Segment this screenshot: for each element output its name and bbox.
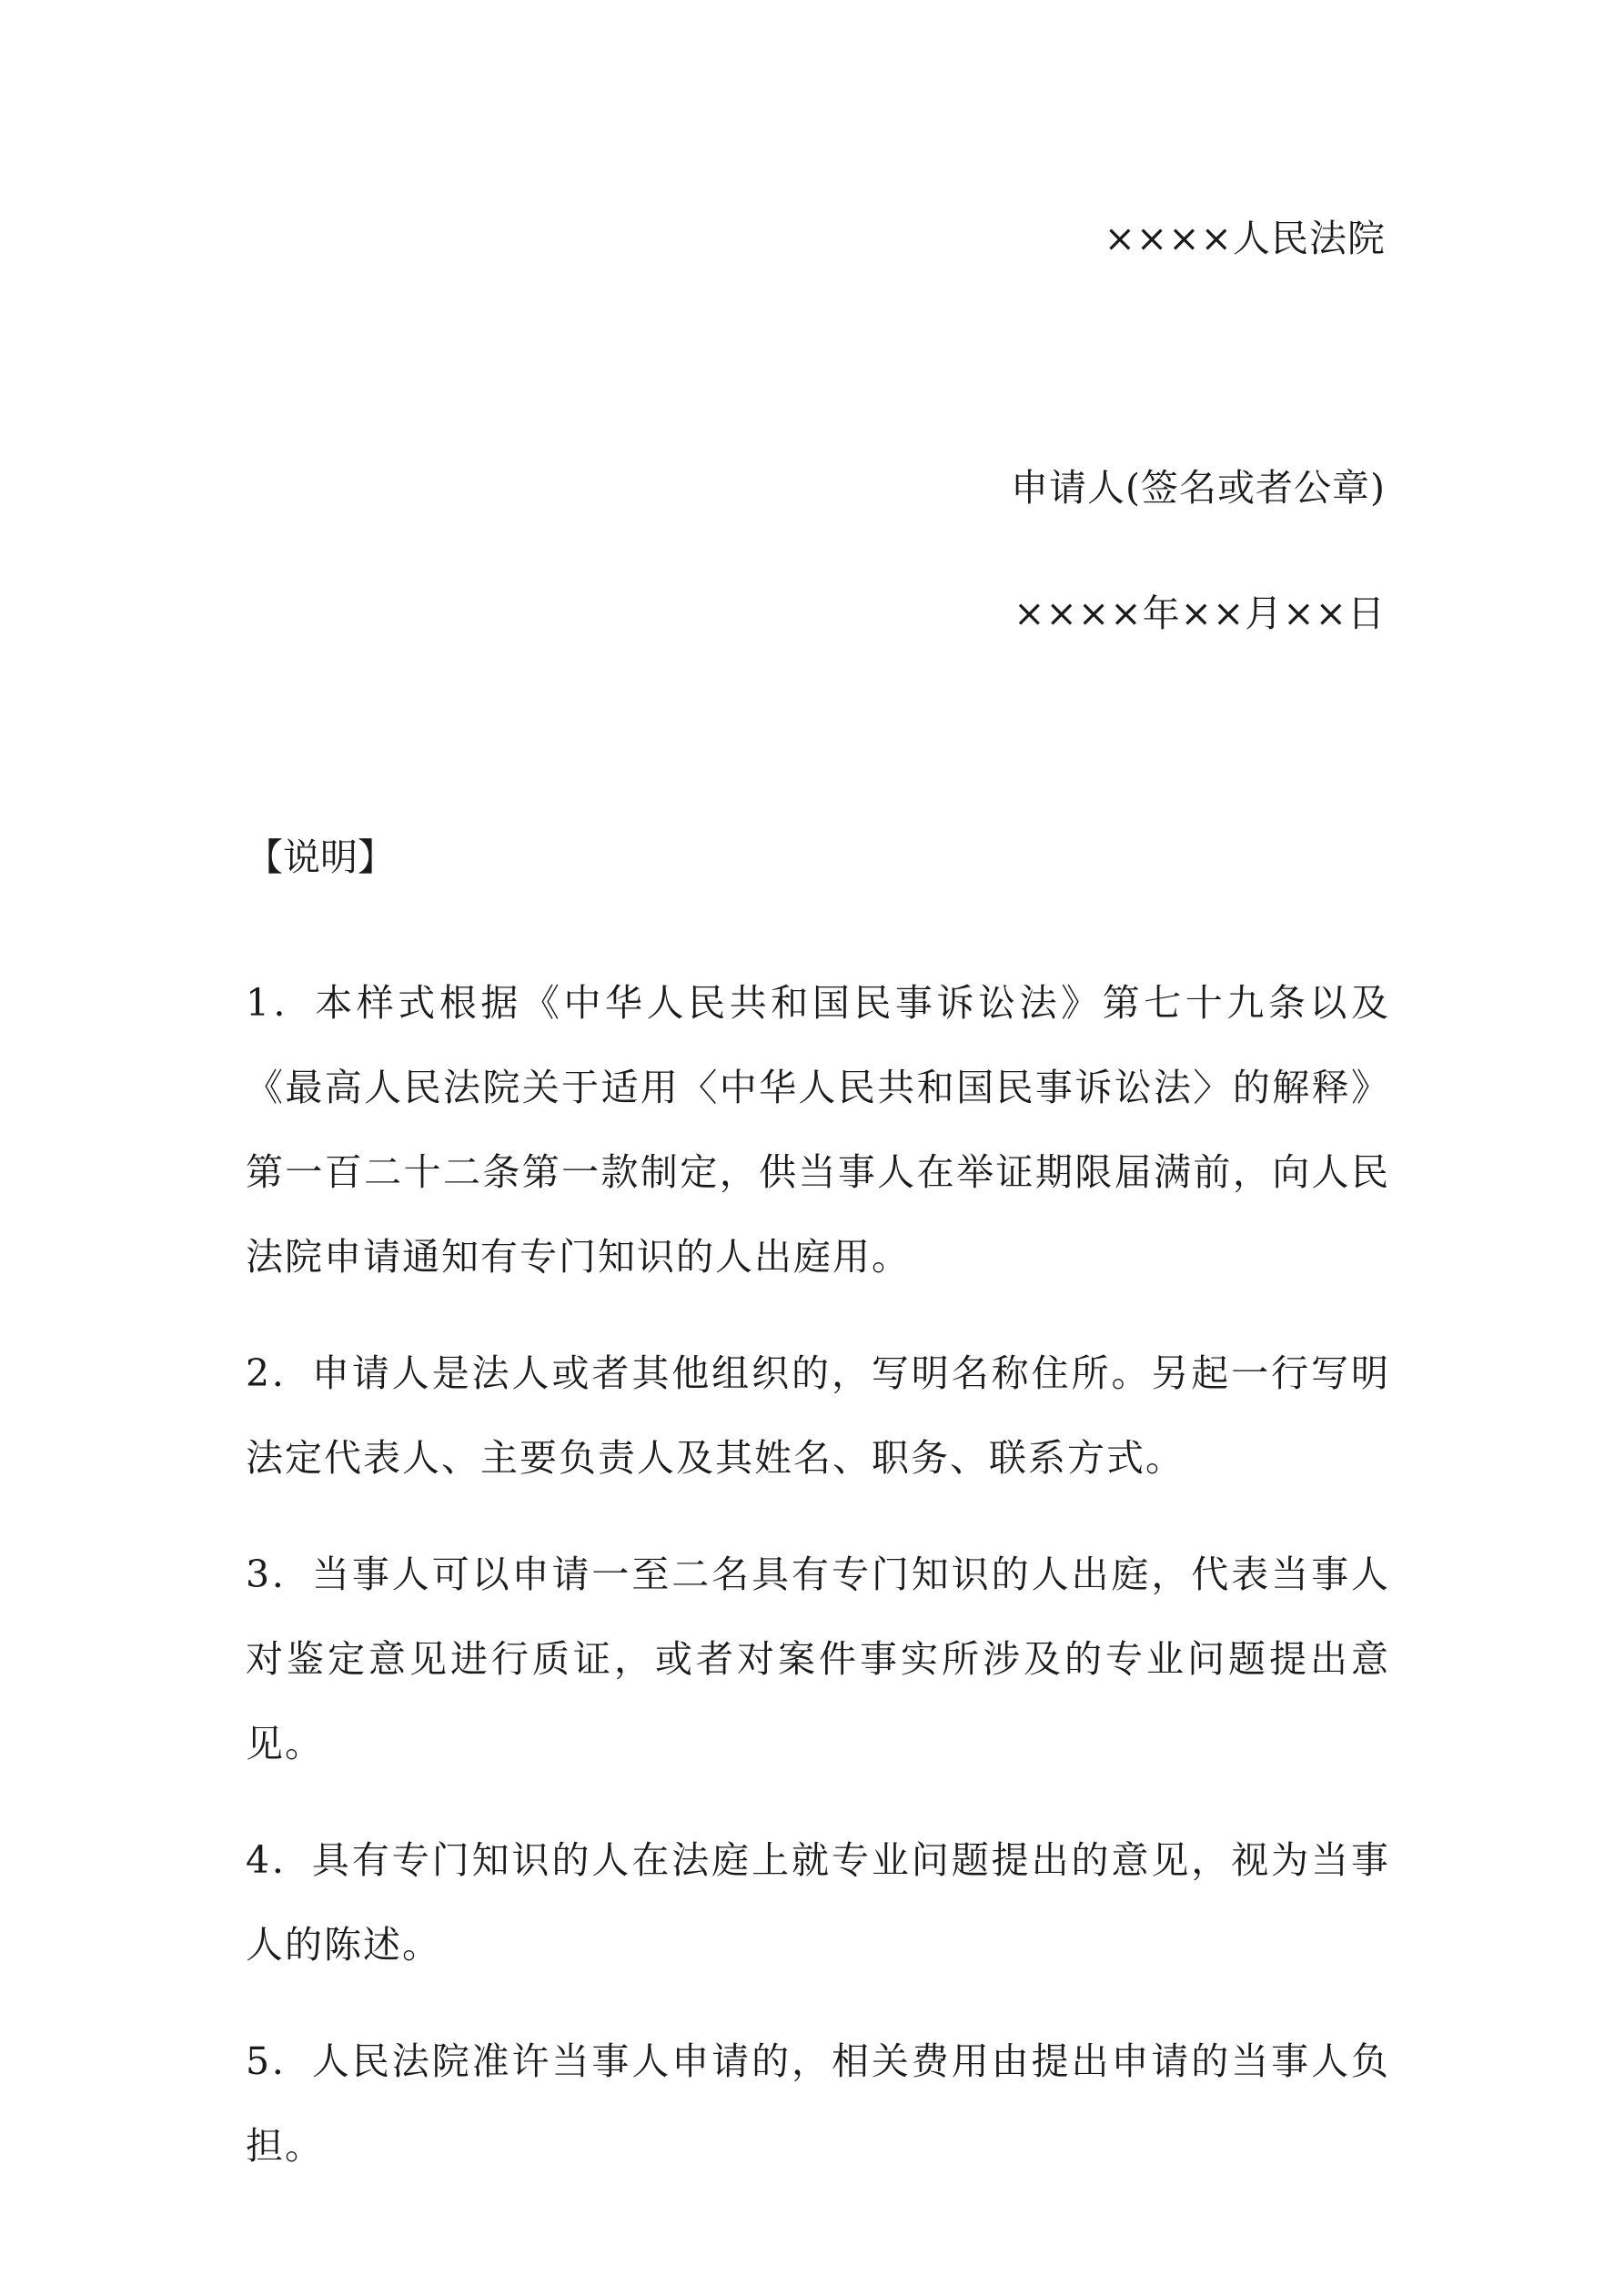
note-item-2: 2．申请人是法人或者其他组织的，写明名称住所。另起一行写明法定代表人、主要负责人及其姓名、职务、联系方式。	[246, 1351, 1390, 1480]
notes-heading: 【说明】	[246, 835, 395, 879]
applicant-signature-line: 申请人(签名或者公章)	[1011, 466, 1386, 510]
note-item-5: 5．人民法院准许当事人申请的，相关费用由提出申请的当事人负担。	[246, 2039, 1390, 2168]
note-item-4: 4．具有专门知识的人在法庭上就专业问题提出的意见，视为当事人的陈述。	[246, 1838, 1390, 1967]
note-item-1: 1．本样式根据《中华人民共和国民事诉讼法》第七十九条以及《最高人民法院关于适用〈中华人民共和国民事诉讼法〉的解释》第一百二十二条第一款制定，供当事人在举证期限届满前，向人民法院申请通知有专门知识的人出庭用。	[246, 981, 1390, 1279]
notes-section	[246, 835, 1390, 2220]
date-line: ××××年××月××日	[1014, 592, 1386, 635]
court-name: ××××人民法院	[1104, 217, 1386, 260]
note-item-3: 3．当事人可以申请一至二名具有专门知识的人出庭，代表当事人对鉴定意见进行质证，或者对案件事实所涉及的专业问题提出意见。	[246, 1553, 1390, 1765]
